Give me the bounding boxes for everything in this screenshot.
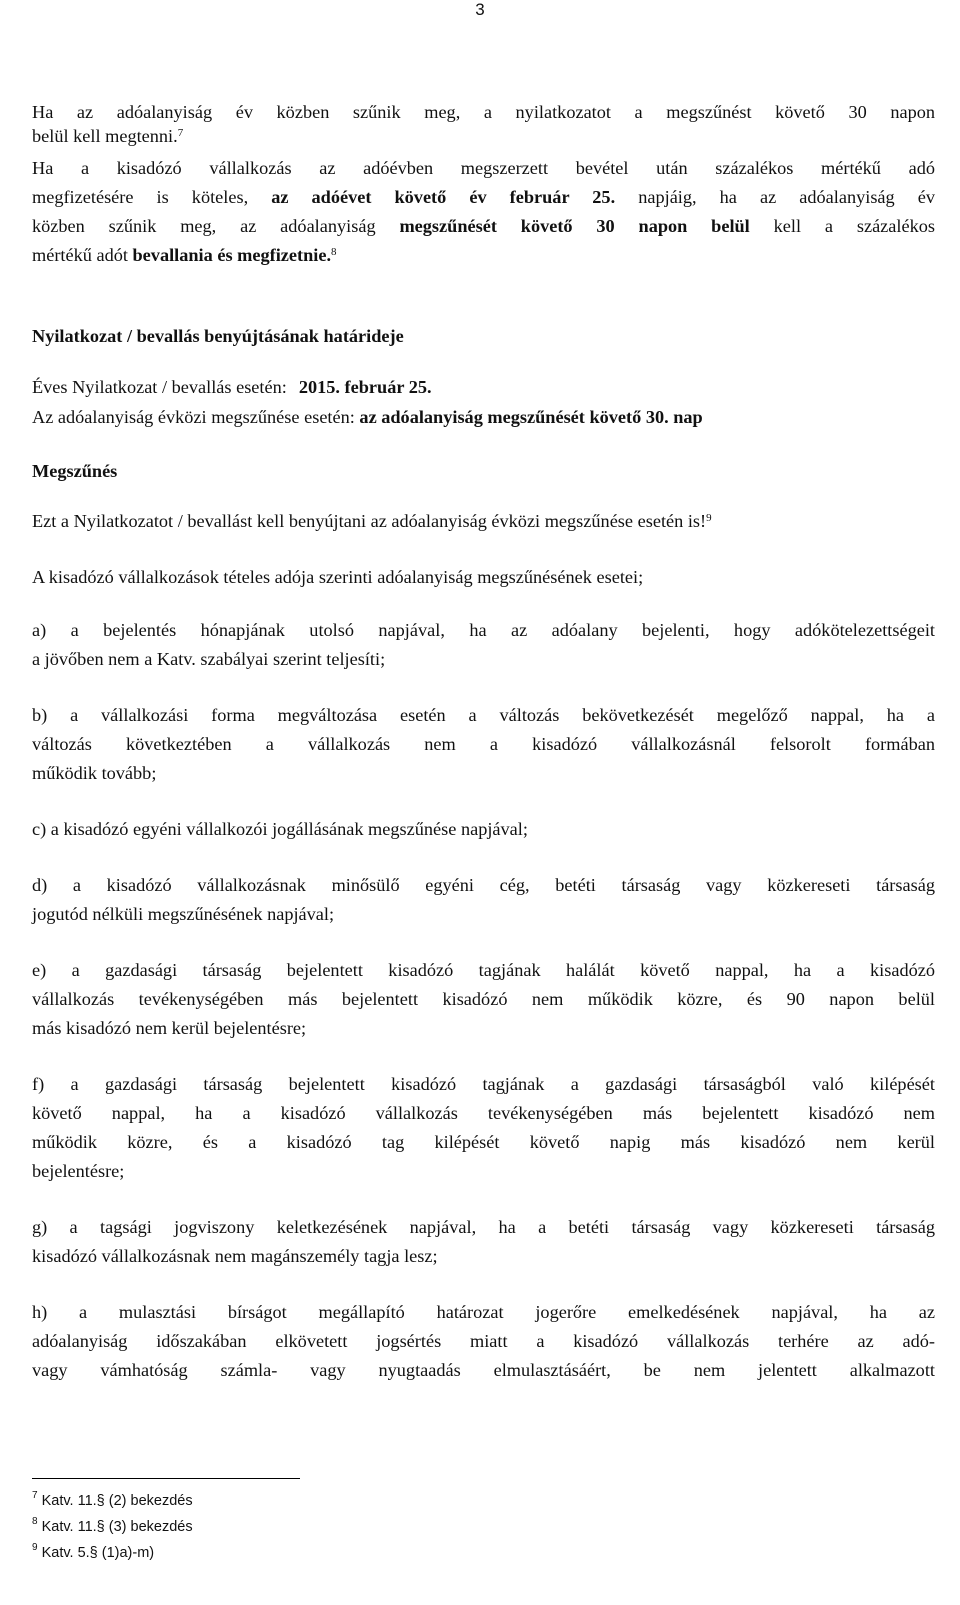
deadline-label: Az adóalanyiság évközi megszűnése esetén:	[32, 407, 355, 427]
bold-text: bevallania és megfizetnie.	[132, 245, 332, 265]
footnote-number: 7	[32, 1490, 38, 1501]
list-item-line: vagy vámhatóság számla- vagy nyugtaadás elmulasztásáért, be nem jelentett alkalmazott	[32, 1360, 935, 1380]
list-item-line: adóalanyiság időszakában elkövetett jogsértés miatt a kisadózó vállalkozás terhére az adó-	[32, 1331, 935, 1351]
list-item-line: vállalkozás tevékenységében más bejelentett kisadózó nem működik közre, és 90 napon belül	[32, 989, 935, 1009]
paragraph-line	[32, 125, 935, 147]
footnote-number: 9	[32, 1542, 38, 1553]
paragraph-text: mértékű adót	[32, 245, 133, 265]
footnote-text: Katv. 11.§ (3) bekezdés	[41, 1519, 193, 1535]
list-item-line: g) a tagsági jogviszony keletkezésének napjával, ha a betéti társaság vagy közkereseti társaság	[32, 1217, 935, 1237]
footnote	[32, 1542, 154, 1564]
list-item-line: változás következtében a vállalkozás nem a kisadózó vállalkozásnál felsorolt formában	[32, 734, 935, 754]
footnote	[32, 1490, 193, 1512]
paragraph-line	[32, 186, 935, 208]
paragraph-text: Ezt a Nyilatkozatot / bevallást kell benyújtani az adóalanyiság évközi megszűnése esetén is!	[32, 511, 707, 531]
paragraph-text: közben szűnik meg, az adóalanyiság	[32, 216, 400, 236]
list-item-line: kisadózó vállalkozásnak nem magánszemély tagja lesz;	[32, 1246, 438, 1266]
footnote-ref: 7	[177, 127, 184, 139]
footnote-ref: 8	[331, 246, 337, 258]
paragraph-text: belül kell megtenni.	[32, 126, 178, 146]
page-number: 3	[475, 0, 485, 19]
section-heading: Nyilatkozat / bevallás benyújtásának határideje	[32, 326, 404, 346]
footnote	[32, 1516, 193, 1538]
list-item-line: c) a kisadózó egyéni vállalkozói jogállásának megszűnése napjával;	[32, 819, 528, 839]
list-item-line: a) a bejelentés hónapjának utolsó napjával, ha az adóalany bejelenti, hogy adókötelezettségeit	[32, 620, 935, 640]
list-item-line: működik tovább;	[32, 763, 157, 783]
paragraph-line: Ha az adóalanyiság év közben szűnik meg, a nyilatkozatot a megszűnést követő 30 napon	[32, 102, 935, 122]
paragraph-text: megfizetésére is köteles,	[32, 187, 272, 207]
footnote-ref: 9	[706, 512, 712, 524]
list-item-line: bejelentésre;	[32, 1161, 125, 1181]
list-item-line: a jövőben nem a Katv. szabályai szerint teljesíti;	[32, 649, 386, 669]
bold-text: megszűnését követő 30 napon belül	[399, 216, 750, 236]
deadline-row	[32, 376, 935, 398]
paragraph-line: Ha a kisadózó vállalkozás az adóévben megszerzett bevétel után százalékos mértékű adó	[32, 158, 935, 178]
deadline-value: 2015. február 25.	[298, 377, 432, 397]
paragraph-line	[32, 215, 935, 237]
list-item-line: d) a kisadózó vállalkozásnak minősülő egyéni cég, betéti társaság vagy közkereseti társaság	[32, 875, 935, 895]
footnote-text: Katv. 11.§ (2) bekezdés	[41, 1493, 193, 1509]
bold-text: az adóévet követő év február 25.	[271, 187, 616, 207]
list-item-line: e) a gazdasági társaság bejelentett kisadózó tagjának halálát követő nappal, ha a kisadózó	[32, 960, 935, 980]
list-item-line: h) a mulasztási bírságot megállapító határozat jogerőre emelkedésének napjával, ha az	[32, 1302, 935, 1322]
paragraph-line: A kisadózó vállalkozások tételes adója szerinti adóalanyiság megszűnésének esetei;	[32, 567, 644, 587]
footnote-text: Katv. 5.§ (1)a)-m)	[41, 1545, 155, 1561]
list-item-line: jogutód nélküli megszűnésének napjával;	[32, 904, 335, 924]
list-item-line: működik közre, és a kisadózó tag kilépését követő napig más kisadózó nem kerül	[32, 1132, 935, 1152]
footnote-number: 8	[32, 1516, 38, 1527]
list-item-line: f) a gazdasági társaság bejelentett kisadózó tagjának a gazdasági társaságból való kilépését	[32, 1074, 935, 1094]
section-heading: Megszűnés	[32, 461, 118, 481]
deadline-value: az adóalanyiság megszűnését követő 30. nap	[359, 407, 703, 427]
paragraph-text: napjáig, ha az adóalanyiság év	[615, 187, 936, 207]
paragraph-text: kell a százalékos	[749, 216, 935, 236]
paragraph-line	[32, 244, 935, 266]
list-item-line: más kisadózó nem kerül bejelentésre;	[32, 1018, 307, 1038]
deadline-label: Éves Nyilatkozat / bevallás esetén:	[32, 377, 287, 397]
footnote-separator	[32, 1478, 300, 1479]
deadline-row	[32, 406, 935, 428]
paragraph-line	[32, 510, 935, 532]
list-item-line: követő nappal, ha a kisadózó vállalkozás tevékenységében más bejelentett kisadózó nem	[32, 1103, 935, 1123]
list-item-line: b) a vállalkozási forma megváltozása esetén a változás bekövetkezését megelőző nappal, ha a	[32, 705, 935, 725]
